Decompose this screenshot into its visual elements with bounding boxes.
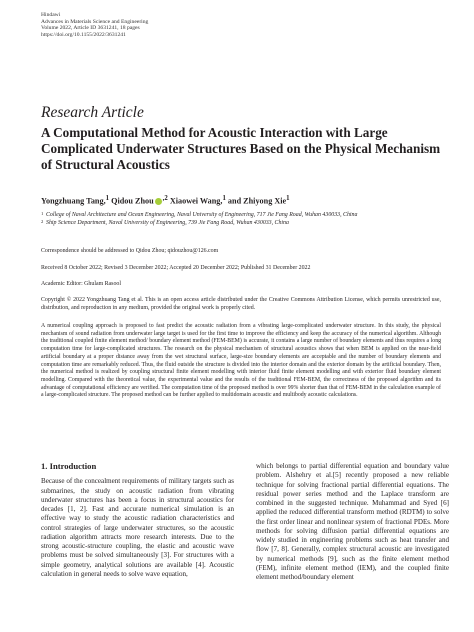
- body-right-column: [256, 462, 449, 582]
- body-left-column: [41, 462, 234, 579]
- affiliation: 2 Ship Science Department, Naval University of Engineering, 739 Jie Fang Road, Wuhan 430033, China: [41, 218, 289, 226]
- author-list: [41, 195, 290, 206]
- author: Yongzhuang Tang,: [41, 196, 106, 206]
- volume-line: Volume 2022, Article ID 3631241, 18 pages: [41, 25, 140, 32]
- affiliation: 1 College of Naval Architecture and Ocean Engineering, Naval University of Engineering, 717 Jie Fang Road, Wuhan 430033, China: [41, 211, 358, 218]
- author-sup: 1: [105, 195, 110, 202]
- journal-name: Advances in Materials Science and Engineering: [41, 18, 149, 25]
- academic-editor: Academic Editor: Ghulam Rasool: [41, 281, 121, 287]
- author: and Zhiyong Xie: [227, 196, 287, 206]
- journal-info: [41, 12, 148, 38]
- author: Xiaowei Wang,: [169, 196, 223, 206]
- intro-paragraph-continued: which belongs to partial differential equation and boundary value problem. Alshehry et al.[5] recently proposed a new reliable technique for solving fractional partial differential equations. The residual power series method and the Laplace transform are combined in the suggested technique. Muhammad and Syed [6] applied the reduced differential transform method (RDTM) to solve the first order linear and nonlinear system of fractional PDEs. More methods for solving diffusion partial differential equations are widely studied in engineering problems such as heat transfer and flow [7, 8]. Generally, complex structural acoustic are investigated by numerical methods [9], such as the finite element method (FEM), infinite element method (IEM), and the coupled finite element method/boundary element: [256, 462, 449, 581]
- orcid-icon[interactable]: [155, 198, 162, 205]
- author: Qidou Zhou: [111, 196, 154, 206]
- article-title: A Computational Method for Acoustic Interaction with Large Complicated Underwater Structures Based on the Physical Mechanism of Structural Acoustics: [41, 125, 441, 173]
- copyright-notice: Copyright © 2022 Yongzhuang Tang et al. This is an open access article distributed under the Creative Commons Attribution License, which permits unrestricted use, distribution, and reproduction in any medium, provided the original work is properly cited.: [41, 297, 441, 311]
- doi-link[interactable]: https://doi.org/10.1155/2022/3631241: [41, 31, 126, 38]
- article-type: Research Article: [41, 104, 144, 121]
- affiliations: [41, 212, 441, 227]
- author-sup: ,2: [162, 195, 168, 202]
- section-heading: 1. Introduction: [41, 461, 97, 471]
- author-sup: 1: [222, 195, 226, 202]
- abstract: A numerical coupling approach is proposed to fast predict the acoustic radiation from a vibrating large-complicated underwater structure. In this study, the physical mechanism of sound radiation from underwater large target is used for the first time to improve the efficiency and keep the accuracy of the numerical algorithm. Although the traditional coupled finite element method/ boundary element method (FEM-BEM) is accurate, it contains a large number of boundary elements and thus requires a long computation time for large-complicated structures. The research on the physical mechanism of structural acoustics shows that when BEM is applied on the near-field artificial boundary at a proper distance away from the wet structural surface, large-size boundary elements are acceptable and the number of boundary elements and computation time are remarkably reduced. Thus, the fluid outside the structure is divided into the interior domain and the exterior domain by the artificial boundary. Then, the numerical method is realized by coupling structural finite element modelling with interior fluid finite element modelling and with exterior fluid boundary element modelling. Compared with the theoretical value, the experimental value and the results of the traditional FEM-BEM, the correctness of the proposed algorithm and its advantage of computational efficiency are verified. The computation time of the proposed method is over 99% shorter than that of FEM-BEM in the calculation example of a large-complicated structure. The proposed method can be further applied to multidomain acoustic and multibody acoustic calculations.: [41, 323, 441, 399]
- correspondence: Correspondence should be addressed to Qidou Zhou; qidouzhou@126.com: [41, 248, 219, 254]
- author-sup: 1: [286, 195, 290, 202]
- publication-dates: Received 8 October 2022; Revised 3 December 2022; Accepted 20 December 2022; Published 31 December 2022: [41, 265, 311, 271]
- publisher-name: Hindawi: [41, 12, 61, 18]
- intro-paragraph: Because of the concealment requirements of military targets such as submarines, the study on acoustic radiation from vibrating underwater structures has been a focus in structural acoustics for decades [1, 2]. Fast and accurate numerical simulation is an effective way to study the acoustic radiation characteristics and control strategies of large underwater structures, so the acoustic radiation algorithm attracts more research interests. Due to the strong acoustic-structure coupling, the elastic and acoustic wave problems must be solved simultaneously [3]. For structures with a simple geometry, analytical solutions are available [4]. Acoustic calculation in general needs to solve wave equation,: [41, 477, 234, 578]
